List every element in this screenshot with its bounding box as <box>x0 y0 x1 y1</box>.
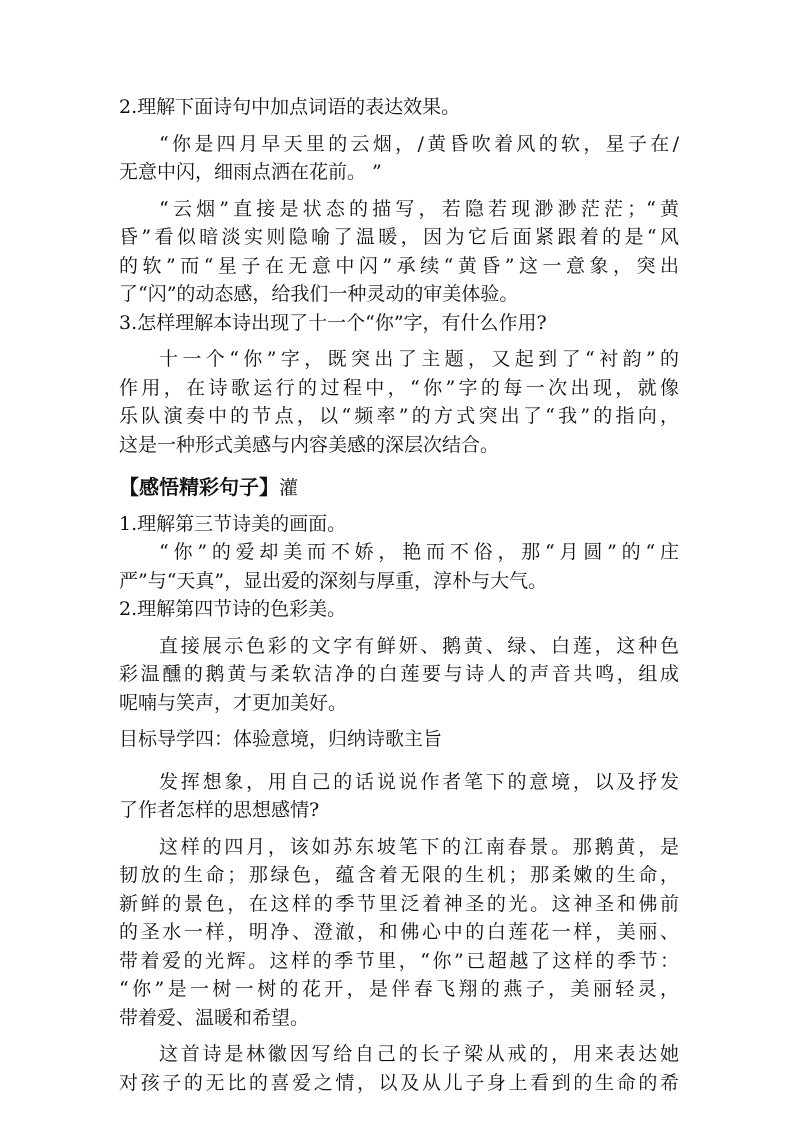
q3-answer-line-1: 十一个“你”字，既突出了主题，又起到了“衬韵”的 <box>159 348 679 370</box>
section-heading-title: 【感悟精彩句子】 <box>119 475 279 499</box>
q3-answer-line-2: 作用，在诗歌运行的过程中，“你”字的每一次出现，就像 <box>119 376 679 399</box>
s2-answer-line-3: 呢喃与笑声，才更加美好。 <box>119 691 348 714</box>
p2-line-6: “你”是一树一树的花开，是伴春飞翔的燕子，美丽轻灵， <box>119 978 679 1000</box>
p3-line-1: 这首诗是林徽因写给自己的长子梁从戒的，用来表达她 <box>159 1043 679 1065</box>
s2-answer-line-2: 彩温醺的鹅黄与柔软洁净的白莲要与诗人的声音共鸣，组成 <box>119 663 679 685</box>
p3-line-2: 对孩子的无比的喜爱之情，以及从儿子身上看到的生命的希 <box>119 1071 679 1094</box>
q2-answer-line-1: “云烟”直接是状态的描写，若隐若现渺渺茫茫；“黄 <box>159 197 679 220</box>
q3-answer-line-4: 这是一种形式美感与内容美感的深层次结合。 <box>119 433 500 456</box>
section-heading-extra: 灌 <box>279 477 299 499</box>
s1-answer-line-1: “你”的爱却美而不娇，艳而不俗，那“月圆”的“庄 <box>159 541 679 563</box>
p2-line-2: 韧放的生命；那绿色，蕴含着无限的生机；那柔嫩的生命， <box>119 864 679 886</box>
s1-answer-line-2: 严”与“天真”，显出爱的深刻与厚重，淳朴与大气。 <box>119 569 548 592</box>
s1-title: 1.理解第三节诗美的画面。 <box>119 512 347 535</box>
p1-line-2: 了作者怎样的思想感情? <box>119 799 320 821</box>
s2-title: 2.理解第四节诗的色彩美。 <box>119 598 347 620</box>
section-heading <box>119 473 679 502</box>
p1-line-1: 发挥想象，用自己的话说说作者笔下的意境，以及抒发 <box>159 770 679 793</box>
q3-answer-line-3: 乐队演奏中的节点，以“频率”的方式突出了“我”的指向， <box>119 405 679 427</box>
p2-line-1: 这样的四月，该如苏东坡笔下的江南春景。那鹅黄，是 <box>159 835 679 858</box>
q2-title: 2.理解下面诗句中加点词语的表达效果。 <box>119 96 461 118</box>
p2-line-4: 的圣水一样，明净、澄澈，和佛心中的白莲花一样，美丽、 <box>119 921 679 943</box>
s2-answer-line-1: 直接展示色彩的文字有鲜妍、鹅黄、绿、白莲，这种色 <box>159 634 679 657</box>
q2-answer-line-2: 昏”看似暗淡实则隐喻了温暖，因为它后面紧跟着的是“风 <box>119 226 679 248</box>
q2-quote-line-1: “你是四月早天里的云烟，/黄昏吹着风的软，星子在/ <box>159 132 679 155</box>
p2-line-5: 带着爱的光辉。这样的季节里，“你”已超越了这样的季节： <box>119 949 679 972</box>
p2-line-3: 新鲜的景色，在这样的季节里泛着神圣的光。这神圣和佛前 <box>119 892 679 915</box>
q2-quote-line-2: 无意中闪，细雨点洒在花前。 ” <box>119 161 382 183</box>
p2-line-7: 带着爱、温暖和希望。 <box>119 1006 310 1029</box>
document-page <box>119 93 679 1097</box>
q3-title: 3.怎样理解本诗出现了十一个“你”字，有什么作用? <box>119 311 547 334</box>
goal-heading: 目标导学四：体验意境，归纳诗歌主旨 <box>119 728 443 750</box>
q2-answer-line-4: 了“闪”的动态感，给我们一种灵动的审美体验。 <box>119 283 519 305</box>
q2-answer-line-3: 的软”而“星子在无意中闪”承续“黄昏”这一意象，突出 <box>119 254 679 277</box>
